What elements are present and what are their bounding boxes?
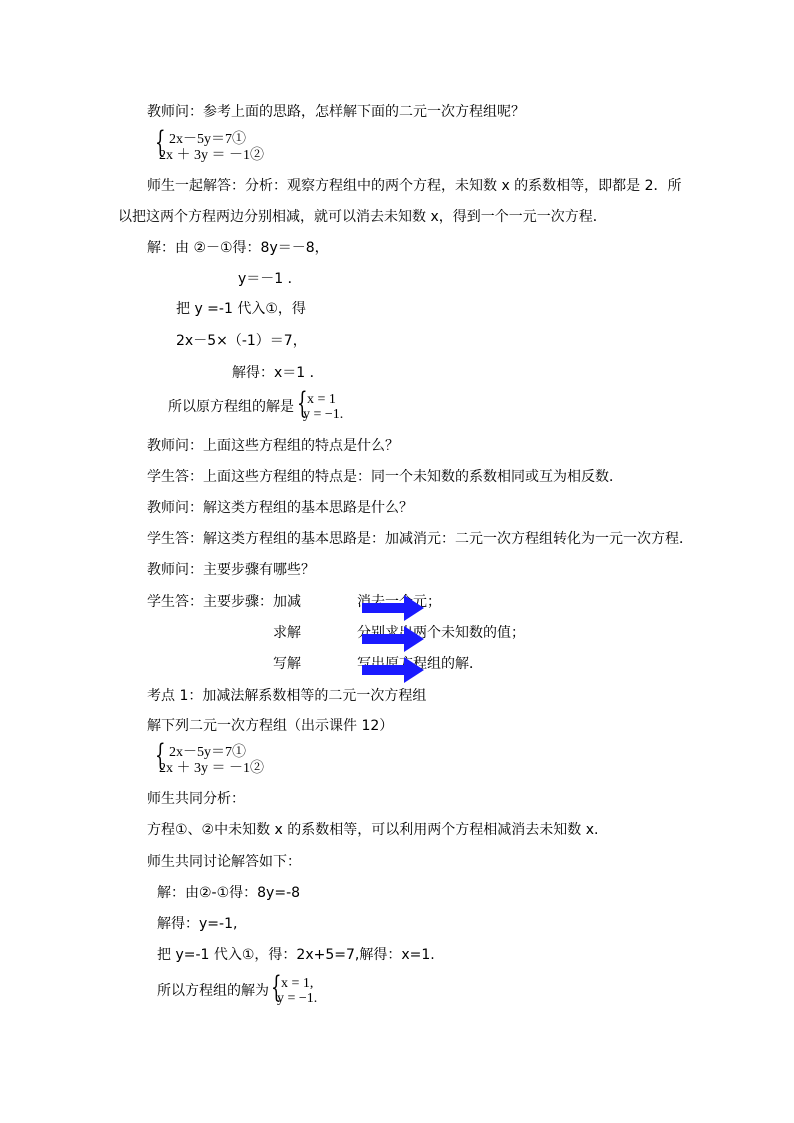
solution2-step2: 解得：y=-1, [157,916,238,932]
result-y: y = −1. [277,991,318,1006]
solution1-step2: y＝－1 ． [238,271,302,287]
solution1-step4: 2x－5×（-1）＝7， [176,333,307,349]
solution1-step1: 解：由 ②－①得：8y＝－8， [147,240,329,256]
right-arrow-icon [362,626,426,652]
result-x: x = 1 [307,392,336,407]
solution1-step3: 把 y =-1 代入①，得 [176,301,306,317]
qa-line-5: 教师问：主要步骤有哪些？ [147,562,315,578]
solution2-result-prefix: 所以方程组的解为 [157,983,269,999]
solution2-result-system [271,970,351,1010]
qa-line-3: 教师问：解这类方程组的基本思路是什么？ [147,500,413,516]
arrow-shape [362,657,424,683]
step-desc-1: 消去一个元； [357,594,441,610]
joint-discussion: 师生共同讨论解答如下： [147,854,301,870]
solution2-step1: 解：由②-①得：8y=-8 [157,885,301,901]
equation-system-2 [155,738,295,778]
joint-analysis: 方程①、②中未知数 x 的系数相等，可以利用两个方程相减消去未知数 x. [147,822,599,838]
solution2-step3: 把 y=-1 代入①，得：2x+5=7,解得：x=1. [157,947,435,963]
equation-2: 2x ＋ 3y ＝ －1② [159,761,264,776]
solution1-result-prefix: 所以原方程组的解是 [168,399,294,415]
right-arrow-icon [362,657,426,683]
step-desc-2: 分别求出两个未知数的值； [357,625,525,641]
equation-2: 2x ＋ 3y ＝ －1② [159,148,264,163]
result-y: y = −1. [303,407,344,422]
right-arrow-icon [362,595,426,621]
step-desc-3: 写出原方程组的解． [357,656,483,672]
qa-line-4: 学生答：解这类方程组的基本思路是：加减消元：二元一次方程组转化为一元一次方程． [147,531,693,547]
step-label-3: 写解 [273,656,301,672]
brace-glyph: { [297,386,308,421]
steps-prefix: 学生答：主要步骤： [147,594,273,610]
arrow-shape [362,626,424,652]
brace-glyph: { [271,970,282,1005]
equation-system-1 [155,125,295,165]
arrow-shape [362,595,424,621]
analysis-line-1: 师生一起解答：分析：观察方程组中的两个方程，未知数 x 的系数相等，即都是 2．所 [147,178,682,194]
result-x: x = 1, [281,976,314,991]
equation-1: 2x－5y＝7① [169,132,246,147]
step-label-1: 加减 [273,594,301,610]
solution1-step5: 解得：x＝1 ． [232,365,324,381]
intro-question: 教师问：参考上面的思路，怎样解下面的二元一次方程组呢？ [147,104,525,120]
joint-analysis-title: 师生共同分析： [147,791,245,807]
brace-glyph: { [155,125,166,160]
qa-line-2: 学生答：上面这些方程组的特点是：同一个未知数的系数相同或互为相反数． [147,469,623,485]
solution1-result-system [297,386,377,426]
exercise-title: 解下列二元一次方程组（出示课件 12） [147,718,394,734]
equation-1: 2x－5y＝7① [169,745,246,760]
step-label-2: 求解 [273,625,301,641]
kaodian-title: 考点 1：加减法解系数相等的二元一次方程组 [147,688,427,704]
brace-glyph: { [155,738,166,773]
qa-line-1: 教师问：上面这些方程组的特点是什么？ [147,438,399,454]
analysis-line-2: 以把这两个方程两边分别相减，就可以消去未知数 x，得到一个一元一次方程． [118,209,607,225]
